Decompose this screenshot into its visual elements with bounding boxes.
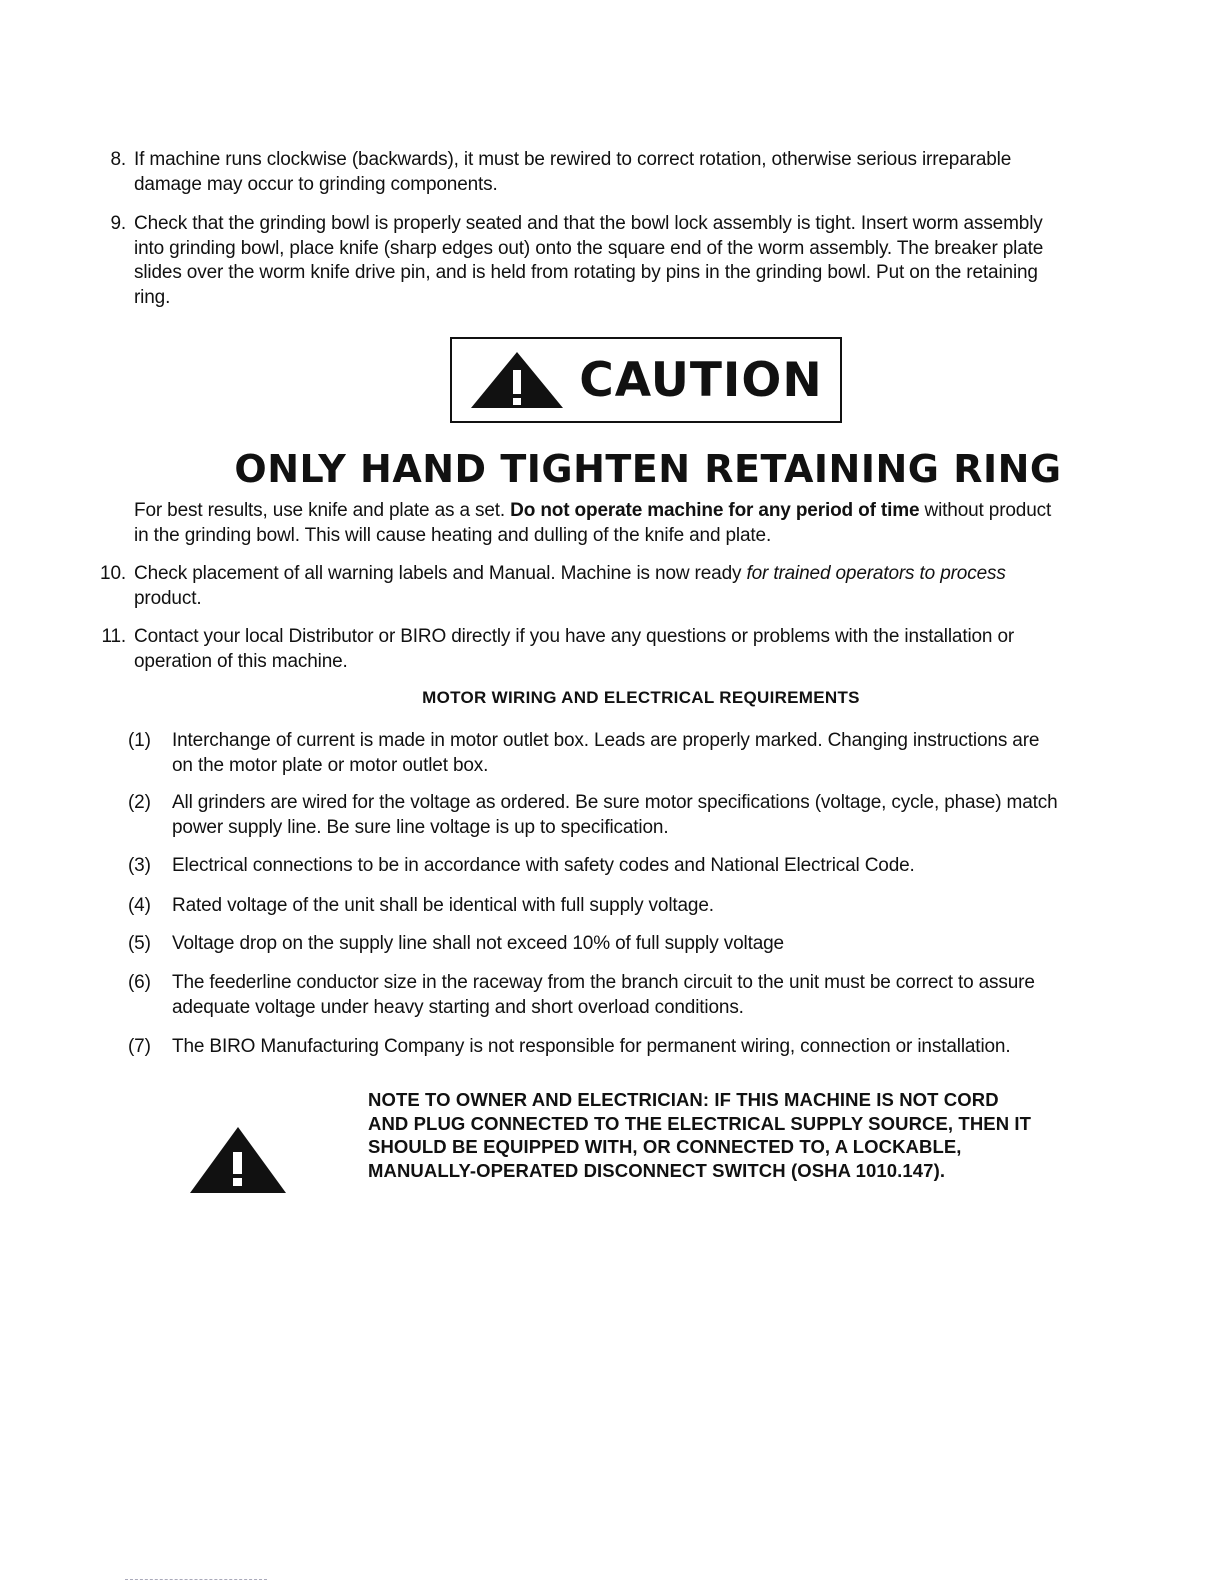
requirement-text-line: Rated voltage of the unit shall be identical with full supply voltage.	[172, 895, 714, 916]
note-line: MANUALLY-OPERATED DISCONNECT SWITCH (OSHA 1010.147).	[368, 1159, 946, 1181]
step-text-italic: for trained operators to process	[746, 563, 1006, 584]
step-text-line: into grinding bowl, place knife (sharp edges out) onto the square end of the worm assembly. The breaker plate	[134, 237, 1044, 259]
note-line: NOTE TO OWNER AND ELECTRICIAN: IF THIS MACHINE IS NOT CORD	[368, 1089, 999, 1110]
step-number: 11.	[101, 626, 126, 647]
step-text-line: slides over the worm knife drive pin, and is held from rotating by pins in the grinding bowl. Put on the retaining	[134, 262, 1038, 283]
step-text-line: ring.	[134, 286, 171, 308]
step-number: 9.	[110, 213, 126, 234]
step-text-line: If machine runs clockwise (backwards), it must be rewired to correct rotation, otherwise serious irreparable	[134, 149, 1012, 170]
requirement-number: (2)	[128, 792, 151, 813]
step-text-line: Check that the grinding bowl is properly seated and that the bowl lock assembly is tight. Insert worm assembly	[134, 213, 1043, 234]
requirement-text-line: Electrical connections to be in accordance with safety codes and National Electrical Code.	[172, 855, 915, 876]
step-text-line: product.	[134, 587, 202, 609]
caution-emphasis: Do not operate machine for any period of time	[510, 500, 920, 521]
requirement-number: (3)	[128, 855, 151, 876]
requirement-text-line: Interchange of current is made in motor outlet box. Leads are properly marked. Changing instructions are	[172, 730, 1040, 751]
caution-paragraph	[134, 498, 1184, 548]
step-text-line: Contact your local Distributor or BIRO directly if you have any questions or problems with the installation or	[134, 626, 1015, 647]
caution-text: For best results, use knife and plate as a set.	[134, 500, 511, 521]
requirement-number: (1)	[128, 730, 151, 751]
requirement-text-line: adequate voltage under heavy starting and short overload conditions.	[172, 996, 744, 1018]
warning-triangle-icon	[189, 1126, 287, 1194]
caution-box	[450, 337, 842, 423]
caution-heading: ONLY HAND TIGHTEN RETAINING RING	[234, 447, 1062, 491]
requirement-text-line: All grinders are wired for the voltage as ordered. Be sure motor specifications (voltage, cycle, phase) match	[172, 792, 1058, 813]
page-edge-line	[125, 1579, 267, 1580]
step-number: 8.	[110, 149, 126, 170]
requirement-text-line: The feederline conductor size in the raceway from the branch circuit to the unit must be correct to assure	[172, 972, 1035, 993]
requirement-number: (4)	[128, 895, 151, 916]
requirement-number: (5)	[128, 933, 151, 954]
electrician-note	[368, 1088, 1168, 1182]
requirement-text-line: power supply line. Be sure line voltage is up to specification.	[172, 816, 669, 838]
note-line: AND PLUG CONNECTED TO THE ELECTRICAL SUPPLY SOURCE, THEN IT	[368, 1112, 1032, 1134]
requirement-text-line: The BIRO Manufacturing Company is not responsible for permanent wiring, connection or installation.	[172, 1036, 1011, 1057]
warning-triangle-icon	[469, 350, 565, 410]
note-line: SHOULD BE EQUIPPED WITH, OR CONNECTED TO, A LOCKABLE,	[368, 1136, 962, 1157]
section-title: MOTOR WIRING AND ELECTRICAL REQUIREMENTS	[422, 688, 860, 707]
step-text-line: damage may occur to grinding components.	[134, 173, 498, 195]
step-number: 10.	[100, 563, 126, 584]
step-text-line: operation of this machine.	[134, 650, 348, 672]
caution-text: in the grinding bowl. This will cause heating and dulling of the knife and plate.	[134, 525, 772, 546]
requirement-number: (7)	[128, 1036, 151, 1057]
caution-label: CAUTION	[579, 352, 823, 408]
step-text: Check placement of all warning labels and Manual. Machine is now ready	[134, 563, 747, 584]
caution-text: without product	[919, 500, 1052, 521]
requirement-text-line: Voltage drop on the supply line shall not exceed 10% of full supply voltage	[172, 933, 784, 954]
requirement-number: (6)	[128, 972, 151, 993]
requirement-text-line: on the motor plate or motor outlet box.	[172, 754, 489, 776]
